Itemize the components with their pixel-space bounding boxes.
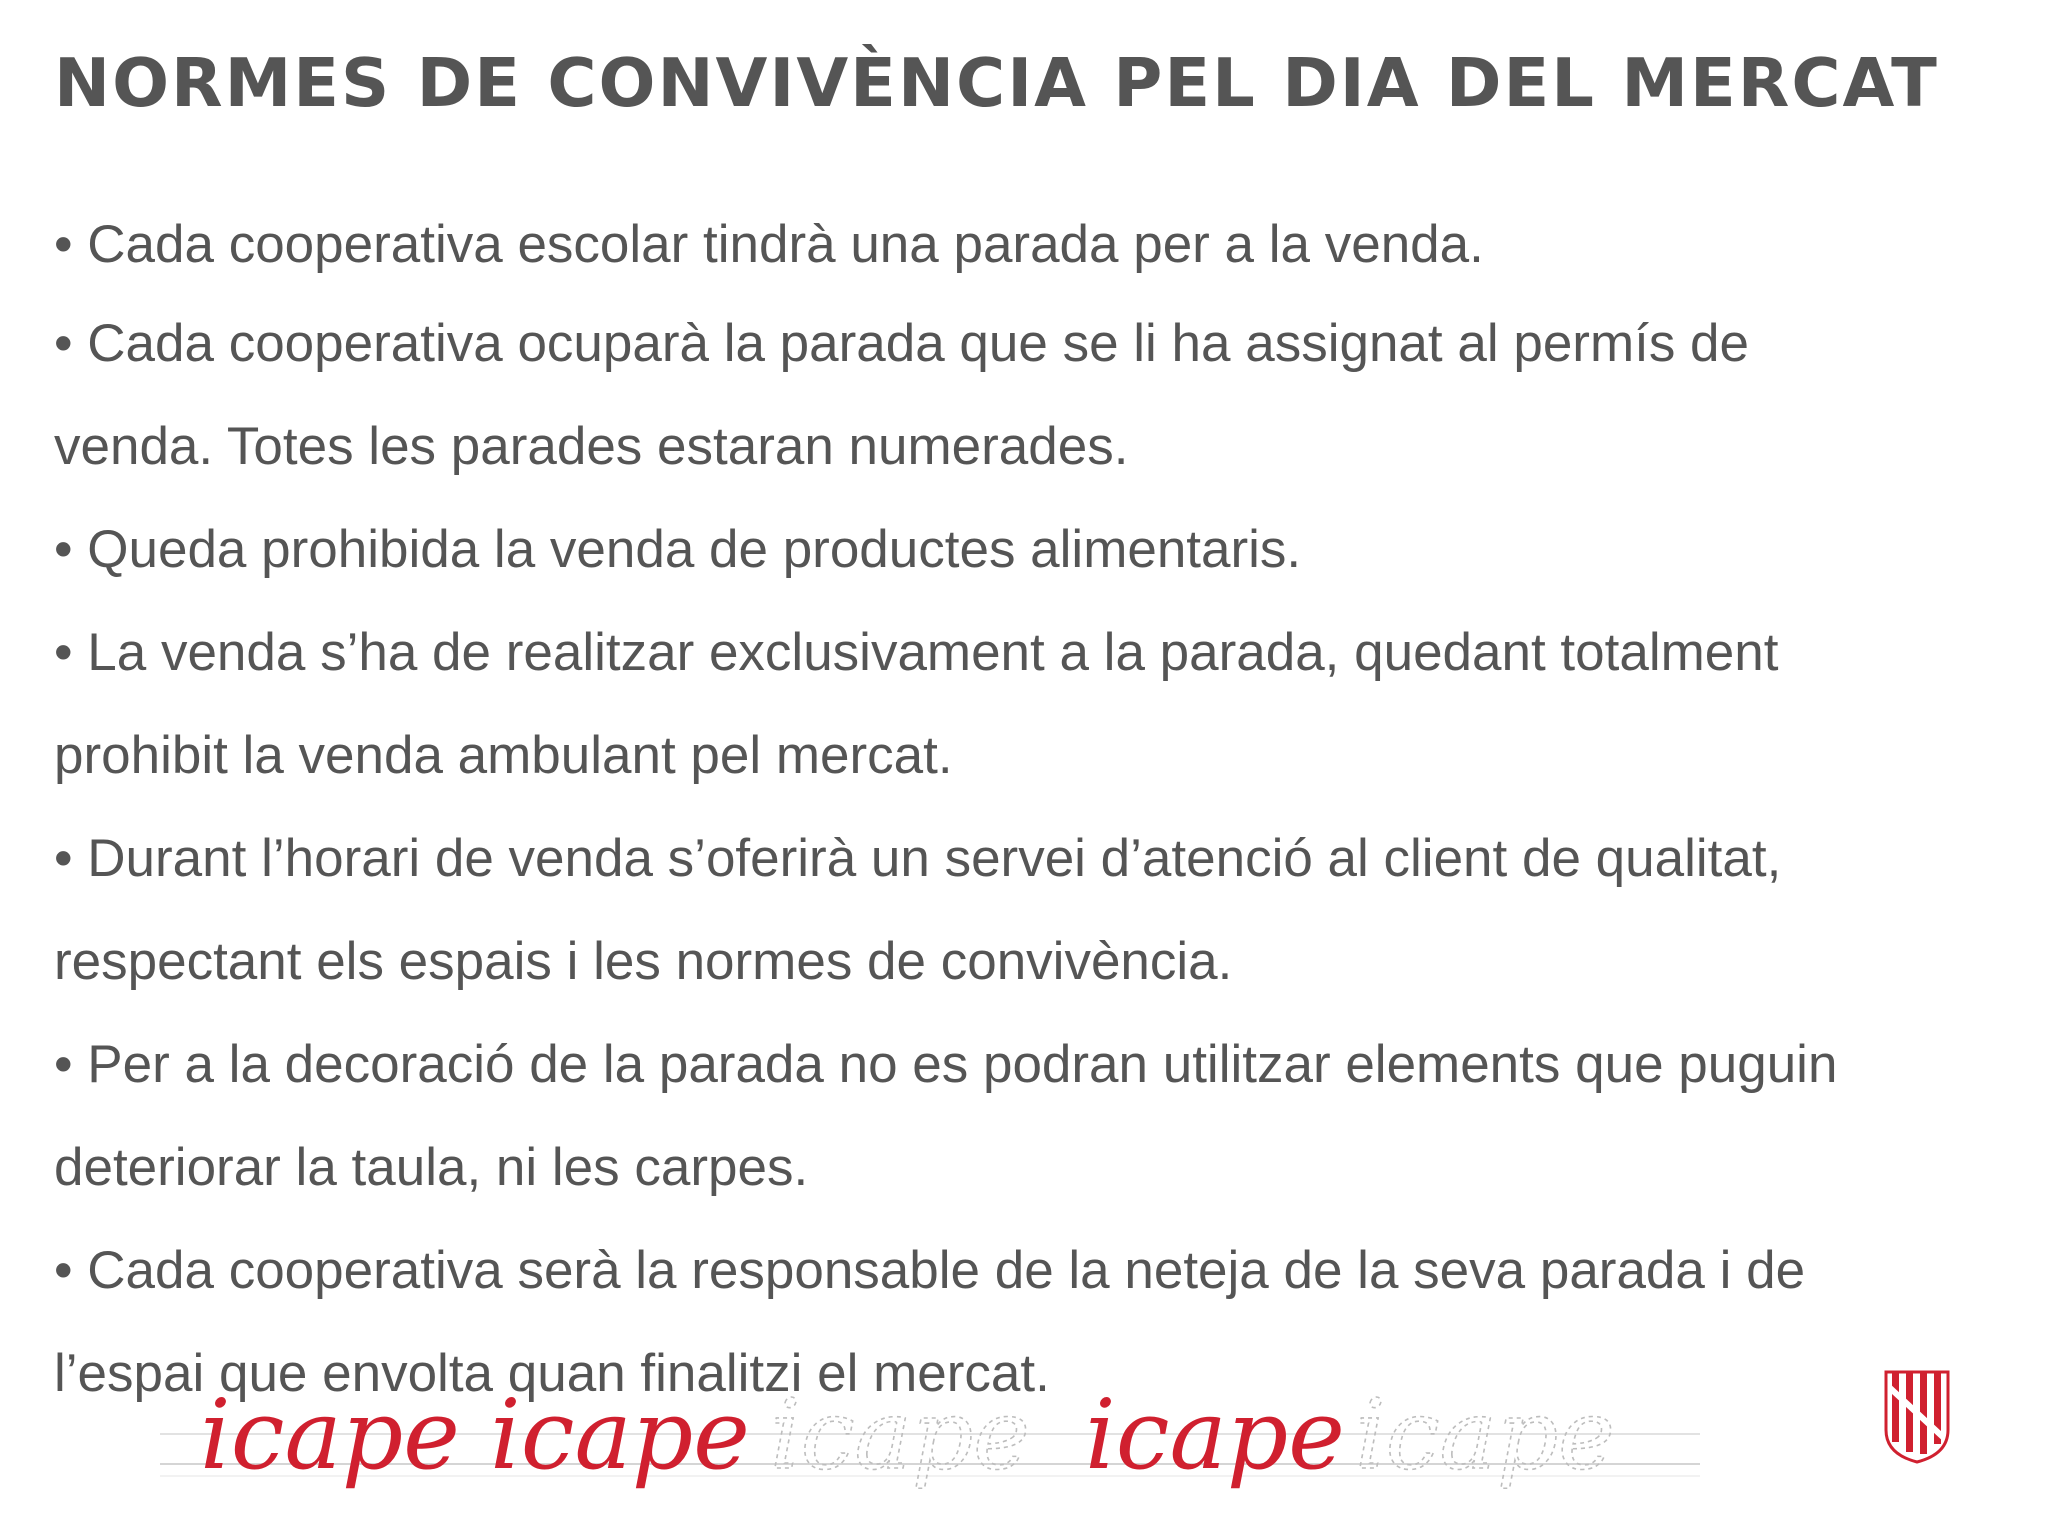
rule-line: • Cada cooperativa ocuparà la parada que se li ha assignat al permís de: [54, 314, 1749, 373]
rule-line: venda. Totes les parades estaran numerades.: [54, 417, 1129, 476]
rule-line: respectant els espais i les normes de convivència.: [54, 932, 1233, 991]
icape-word: icape: [200, 1379, 460, 1491]
rules-list: [54, 210, 2004, 1425]
icape-cursive-logo: [160, 1372, 1700, 1502]
rule-line: • Queda prohibida la venda de productes alimentaris.: [54, 520, 1302, 579]
slide-title: NORMES DE CONVIVÈNCIA PEL DIA DEL MERCAT: [54, 44, 1939, 122]
rule-line: • Cada cooperativa escolar tindrà una parada per a la venda.: [54, 215, 1484, 274]
rule-line: • Per a la decoració de la parada no es podran utilitzar elements que puguin: [54, 1035, 1838, 1094]
rule-line: deteriorar la taula, ni les carpes.: [54, 1138, 809, 1197]
balearic-government-emblem-icon: [1882, 1368, 1952, 1464]
icape-word: icape: [1085, 1379, 1345, 1491]
rule-line: • La venda s’ha de realitzar exclusivament a la parada, quedant totalment: [54, 623, 1779, 682]
rule-line: • Cada cooperativa serà la responsable de la neteja de la seva parada i de: [54, 1241, 1806, 1300]
rule-line: prohibit la venda ambulant pel mercat.: [54, 726, 953, 785]
icape-word: icape: [490, 1379, 750, 1491]
rule-line: • Durant l’horari de venda s’oferirà un servei d’atenció al client de qualitat,: [54, 829, 1782, 888]
icape-word-faded: icape: [770, 1379, 1030, 1491]
icape-word-faded: icape: [1355, 1379, 1615, 1491]
rule-line: l’espai que envolta quan finalitzi el mercat.: [54, 1344, 1050, 1403]
